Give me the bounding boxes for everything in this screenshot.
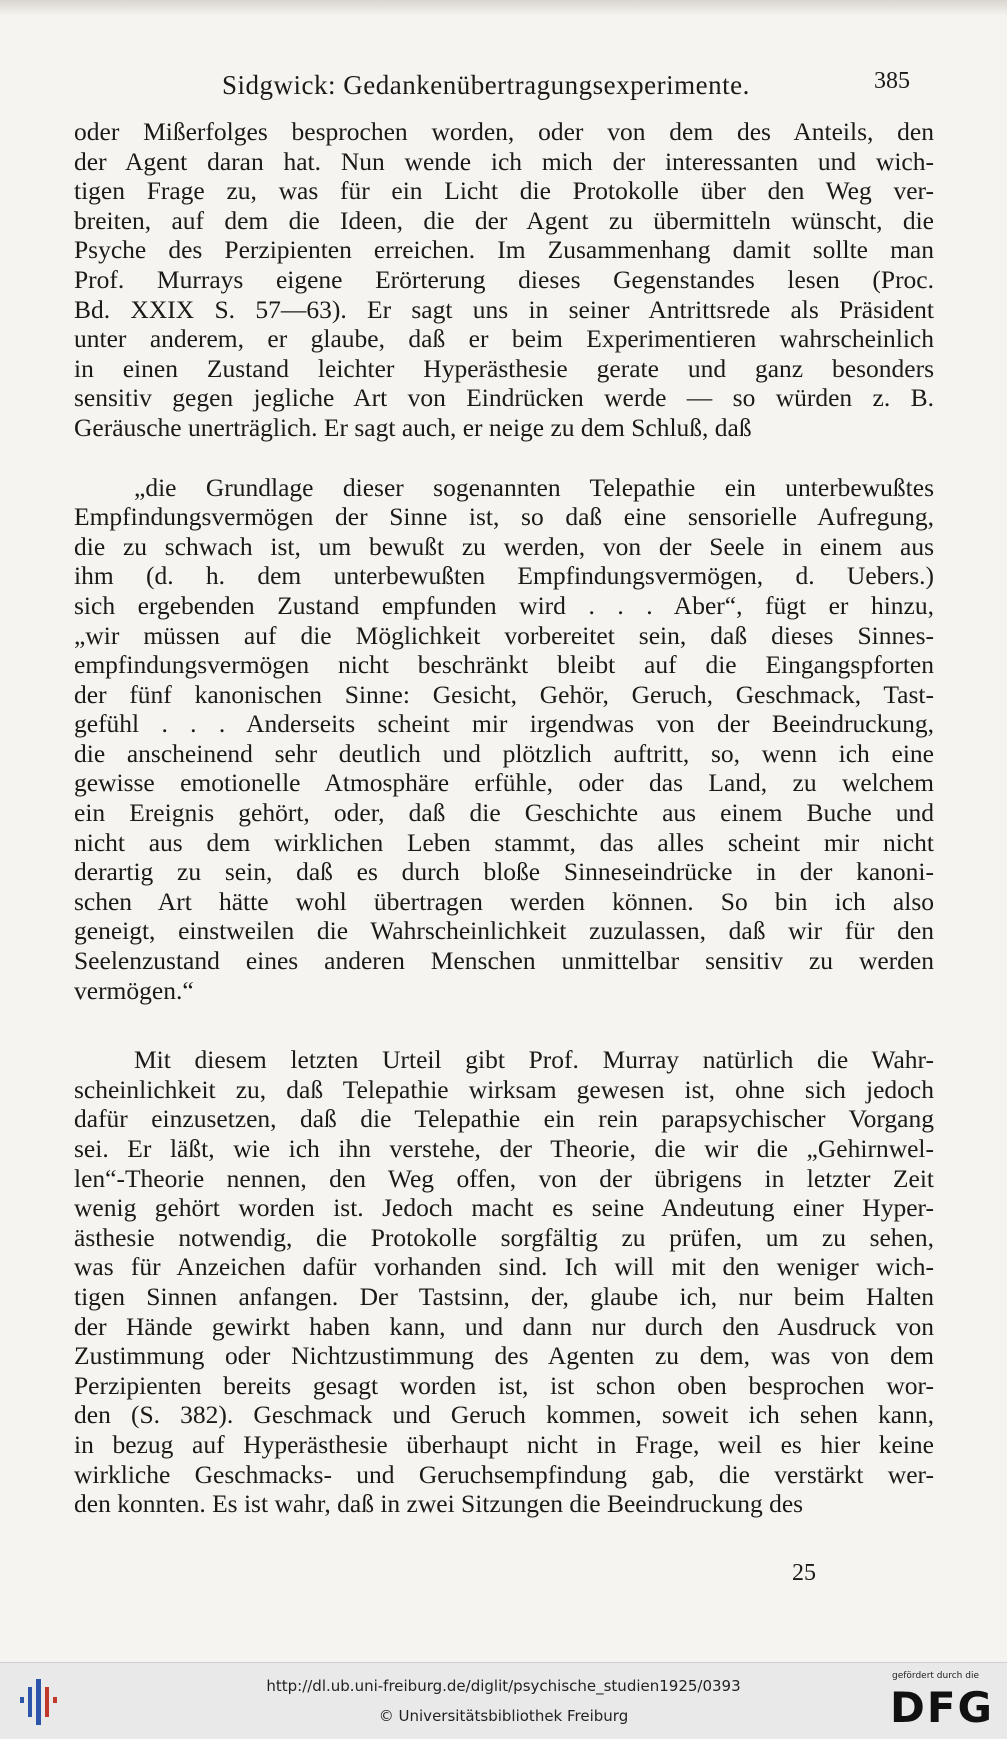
header-title: Sidgwick: Gedankenübertragungsexperimente. [222,70,750,100]
text-line: der fünf kanonischen Sinne: Gesicht, Gehör, Geruch, Geschmack, Tast- [74,679,934,709]
text-line: Mit diesem letzten Urteil gibt Prof. Murray natürlich die Wahr- [134,1045,934,1075]
text-line: Seelenzustand eines anderen Menschen unmittelbar sensitiv zu werden [74,946,934,976]
paragraph-1 [74,117,934,443]
text-line: der Hände gewirkt haben kann, und dann nur durch den Ausdruck von [74,1311,934,1341]
text-line: was für Anzeichen dafür vorhanden sind. Ich will mit den weniger wich- [74,1252,934,1282]
text-line: gewisse emotionelle Atmosphäre erfühle, oder das Land, zu welchem [74,768,934,798]
text-line: scheinlichkeit zu, daß Telepathie wirksam gewesen ist, ohne sich jedoch [74,1074,934,1104]
text-line: gefühl . . . Anderseits scheint mir irgendwas von der Beeindruckung, [74,709,934,739]
text-line: tigen Frage zu, was für ein Licht die Protokolle über den Weg ver- [74,176,934,206]
text-line: Perzipienten bereits gesagt worden ist, ist schon oben besprochen wor- [74,1370,934,1400]
copyright-notice: © Universitätsbibliothek Freiburg [378,1707,629,1725]
dfg-wordmark: DFG [890,1683,995,1732]
text-line: Bd. XXIX S. 57—63). Er sagt uns in seiner Antrittsrede als Präsident [74,294,934,324]
dfg-caption: gefördert durch die [892,1671,979,1681]
signature-mark: 25 [792,1560,816,1586]
text-line: sich ergebenden Zustand empfunden wird . . . Aber“, fügt er hinzu, [74,590,934,620]
text-line: ästhesie notwendig, die Protokolle sorgfältig zu prüfen, um zu sehen, [74,1222,934,1252]
text-line: „die Grundlage dieser sogenannten Telepathie ein unterbewußtes [134,472,934,502]
page-number: 385 [874,68,910,94]
text-line: empfindungsvermögen nicht beschränkt bleibt auf die Eingangspforten [74,650,934,680]
text-line: sei. Er läßt, wie ich ihn verstehe, der Theorie, die wir die „Gehirnwel- [74,1134,934,1163]
scan-edge [0,0,1007,16]
body-text [74,117,934,1519]
running-header [0,64,1007,98]
paragraph-2 [74,1045,934,1519]
text-line: die anscheinend sehr deutlich und plötzlich auftritt, so, wenn ich eine [74,738,934,768]
text-line: wirkliche Geschmacks- und Geruchsempfindung gab, die verstärkt wer- [74,1459,934,1489]
text-line: Zustimmung oder Nichtzustimmung des Agenten zu dem, was von dem [74,1341,934,1371]
text-line: sensitiv gegen jegliche Art von Eindrücken werde — so würden z. B. [74,383,934,413]
text-line: ihm (d. h. dem unterbewußten Empfindungsvermögen, d. Uebers.) [74,561,934,591]
text-line: den konnten. Es ist wahr, daß in zwei Sitzungen die Beeindruckung des [74,1489,804,1519]
text-line: Psyche des Perzipienten erreichen. Im Zusammenhang damit sollte man [74,235,934,265]
text-line: dafür einzusetzen, daß die Telepathie ein rein parapsychischer Vorgang [74,1104,934,1134]
text-line: wenig gehört worden ist. Jedoch macht es seine Andeutung einer Hyper- [74,1193,934,1223]
text-line: den (S. 382). Geschmack und Geruch kommen, soweit ich sehen kann, [74,1400,934,1430]
text-line: geneigt, einstweilen die Wahrscheinlichkeit zuzulassen, daß wir für den [74,916,934,946]
spacer [74,1005,934,1045]
text-line: breiten, auf dem die Ideen, die der Agent zu übermitteln wünscht, die [74,205,934,235]
text-line: len“-Theorie nennen, den Weg offen, von der übrigens in letzter Zeit [74,1163,934,1193]
text-line: Prof. Murrays eigene Erörterung dieses Gegenstandes lesen (Proc. [74,264,934,294]
text-line: unter anderem, er glaube, daß er beim Experimentieren wahrscheinlich [74,324,934,354]
text-line: in bezug auf Hyperästhesie überhaupt nicht in Frage, weil es hier keine [74,1429,934,1459]
text-line: Geräusche unerträglich. Er sagt auch, er neige zu dem Schluß, daß [74,412,752,442]
text-line: tigen Sinnen anfangen. Der Tastsinn, der, glaube ich, nur beim Halten [74,1281,934,1311]
dfg-logo [884,1671,1002,1735]
viewer-footer [0,1662,1007,1739]
text-line: derartig zu sein, daß es durch bloße Sinneseindrücke in der kanoni- [74,857,934,887]
text-line: der Agent daran hat. Nun wende ich mich der interessanten und wich- [74,146,934,176]
text-line: die zu schwach ist, um bewußt zu werden, von der Seele in einem aus [74,531,934,561]
text-line: vermögen.“ [74,975,194,1005]
text-line: „wir müssen auf die Möglichkeit vorbereitet sein, daß dieses Sinnes- [74,620,934,650]
block-quote [74,473,934,1006]
permalink-url[interactable]: http://dl.ub.uni-freiburg.de/diglit/psychische_studien1925/0393 [266,1677,741,1695]
text-line: schen Art hätte wohl übertragen werden können. So bin ich also [74,886,934,916]
text-line: oder Mißerfolges besprochen worden, oder von dem des Anteils, den [74,117,934,146]
text-line: ein Ereignis gehört, oder, daß die Geschichte aus einem Buche und [74,798,934,828]
text-line: Empfindungsvermögen der Sinne ist, so daß eine sensorielle Aufregung, [74,502,934,532]
spacer [74,443,934,473]
text-line: in einen Zustand leichter Hyperästhesie gerate und ganz besonders [74,353,934,383]
text-line: nicht aus dem wirklichen Leben stammt, das alles scheint mir nicht [74,827,934,857]
